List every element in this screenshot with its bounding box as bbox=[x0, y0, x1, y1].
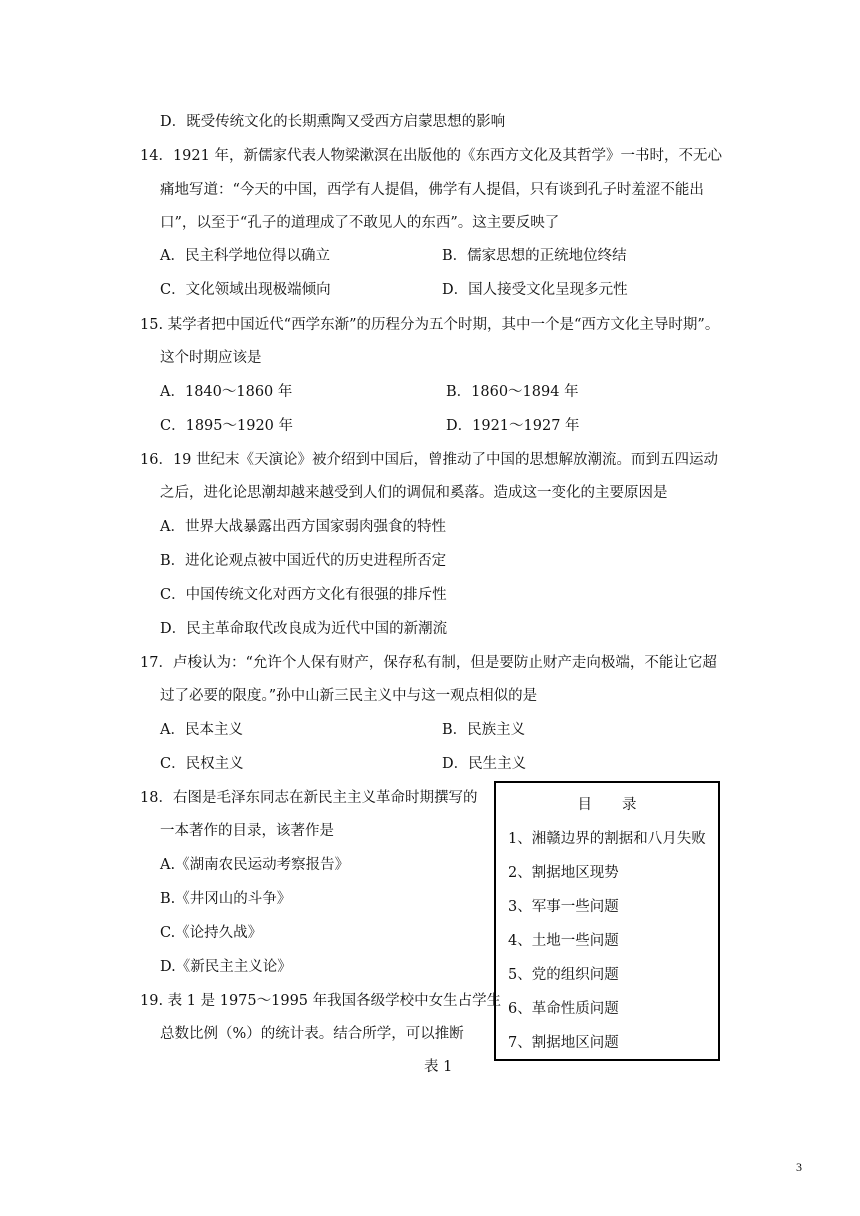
q16-option-d: D．民主革命取代改良成为近代中国的新潮流 bbox=[160, 621, 448, 637]
q17-option-d: D．民生主义 bbox=[442, 756, 527, 772]
toc-item: 6、革命性质问题 bbox=[508, 1001, 619, 1017]
q15-stem-line-1: 15. 某学者把中国近代“西学东渐”的历程分为五个时期，其中一个是“西方文化主导时期”。 bbox=[140, 317, 720, 333]
q15-option-b: B．1860～1894 年 bbox=[446, 384, 579, 400]
q19-stem-line-1: 19. 表 1 是 1975～1995 年我国各级学校中女生占学生 bbox=[140, 993, 502, 1009]
q15-stem-line-2: 这个时期应该是 bbox=[160, 350, 262, 366]
q16-option-c: C．中国传统文化对西方文化有很强的排斥性 bbox=[160, 587, 447, 603]
q15-option-c: C．1895～1920 年 bbox=[160, 418, 294, 434]
toc-item: 4、土地一些问题 bbox=[508, 933, 619, 949]
q17-stem-line-2: 过了必要的限度。”孙中山新三民主义中与这一观点相似的是 bbox=[160, 688, 538, 704]
q14-stem-line-3: 口”，以至于“孔子的道理成了不敢见人的东西”。这主要反映了 bbox=[160, 215, 560, 231]
q16-option-b: B．进化论观点被中国近代的历史进程所否定 bbox=[160, 553, 447, 569]
q17-stem-line-1: 17．卢梭认为：“允许个人保有财产，保存私有制，但是要防止财产走向极端，不能让它超 bbox=[140, 655, 717, 671]
q18-option-d: D.《新民主主义论》 bbox=[160, 959, 292, 975]
q18-option-c: C.《论持久战》 bbox=[160, 925, 263, 941]
page-number: 3 bbox=[796, 1160, 802, 1174]
q18-option-a: A.《湖南农民运动考察报告》 bbox=[160, 857, 350, 873]
toc-item: 2、割据地区现势 bbox=[508, 865, 619, 881]
q14-option-a: A．民主科学地位得以确立 bbox=[160, 248, 330, 264]
q14-stem-line-1: 14．1921 年，新儒家代表人物梁漱溟在出版他的《东西方文化及其哲学》一书时，不无心 bbox=[140, 148, 722, 164]
q14-stem-line-2: 痛地写道：“今天的中国，西学有人提倡，佛学有人提倡，只有谈到孔子时羞涩不能出 bbox=[160, 182, 704, 198]
toc-item: 7、割据地区问题 bbox=[508, 1035, 619, 1051]
toc-item: 5、党的组织问题 bbox=[508, 967, 619, 983]
table-caption: 表 1 bbox=[424, 1059, 453, 1075]
q16-stem-line-2: 之后，进化论思潮却越来越受到人们的调侃和奚落。造成这一变化的主要原因是 bbox=[160, 485, 668, 501]
q15-option-d: D．1921～1927 年 bbox=[446, 418, 580, 434]
q19-stem-line-2: 总数比例（%）的统计表。结合所学，可以推断 bbox=[160, 1026, 464, 1042]
toc-box bbox=[494, 781, 720, 1061]
toc-item: 3、军事一些问题 bbox=[508, 899, 619, 915]
q17-option-b: B．民族主义 bbox=[442, 722, 526, 738]
q15-option-a: A．1840～1860 年 bbox=[160, 384, 293, 400]
q18-option-b: B.《井冈山的斗争》 bbox=[160, 891, 292, 907]
q14-option-c: C．文化领域出现极端倾向 bbox=[160, 282, 331, 298]
q17-option-c: C．民权主义 bbox=[160, 756, 244, 772]
q14-option-d: D．国人接受文化呈现多元性 bbox=[442, 282, 628, 298]
q18-stem-line-1: 18．右图是毛泽东同志在新民主主义革命时期撰写的 bbox=[140, 790, 478, 806]
q14-option-b: B．儒家思想的正统地位终结 bbox=[442, 248, 627, 264]
q18-stem-line-2: 一本著作的目录，该著作是 bbox=[160, 823, 334, 839]
toc-item: 1、湘赣边界的割据和八月失败 bbox=[508, 831, 706, 847]
q16-stem-line-1: 16．19 世纪末《天演论》被介绍到中国后，曾推动了中国的思想解放潮流。而到五四运动 bbox=[140, 452, 719, 468]
q17-option-a: A．民本主义 bbox=[160, 722, 243, 738]
q16-option-a: A．世界大战暴露出西方国家弱肉强食的特性 bbox=[160, 519, 446, 535]
q13-option-d: D．既受传统文化的长期熏陶又受西方启蒙思想的影响 bbox=[160, 114, 506, 130]
toc-title: 目录 bbox=[577, 797, 667, 813]
